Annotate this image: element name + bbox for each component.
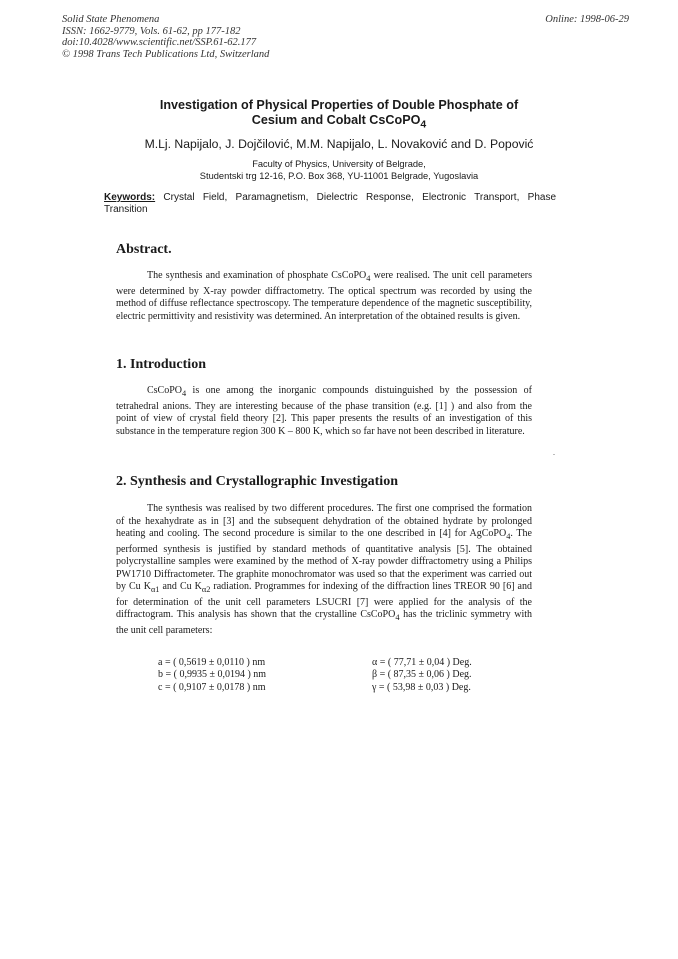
affiliation	[100, 159, 578, 182]
affiliation-line-2: Studentski trg 12-16, P.O. Box 368, YU-11001 Belgrade, Yugoslavia	[199, 170, 479, 181]
scan-mark	[553, 454, 555, 455]
synth-text-e: has the triclinic symmetry with the unit cell parameters:	[116, 609, 532, 636]
title-line-2-text: Cesium and Cobalt CsCoPO	[251, 113, 421, 127]
synth-text-d: radiation. Programmes for indexing of the diffraction lines TREOR 90 [6] and for determination of the unit cell parameters LSUCRI [7] were applied for the analysis of the diffractogram. This analysis has shown that the crystalline CsCoPO	[116, 581, 532, 620]
param-a: a = ( 0,5619 ± 0,0110 ) nm	[158, 657, 266, 668]
abstract-text-b: were realised. The unit cell parameters were determined by X-ray powder diffractometry. The optical spectrum was recorded by using the method of diffuse reflectance spectroscopy. The temperature dependence of the magnetic susceptibility, electric permittivity and resistivity was determined. An interpretation of the obtained results is given.	[116, 270, 532, 322]
keywords-label: Keywords:	[104, 192, 156, 203]
synth-subscript-2: α1	[150, 585, 160, 594]
title-line-2	[100, 113, 578, 133]
synth-text-b: . The performed synthesis is justified by standard methods of quantitative analysis [5]. The obtained polycrystalline samples were examined by the method of X-ray powder diffractometry using a Philips PW1710 Diffractometer. The graphite monochromator was used so that the experiment was carried out by Cu K	[116, 528, 532, 592]
introduction-paragraph	[116, 385, 532, 438]
cell-angles	[372, 657, 472, 694]
param-gamma: γ = ( 53,98 ± 0,03 ) Deg.	[372, 681, 471, 693]
param-alpha: α = ( 77,71 ± 0,04 ) Deg.	[372, 657, 472, 668]
cell-lengths	[158, 657, 266, 694]
journal-header	[62, 14, 269, 60]
paper-title	[100, 98, 578, 133]
online-date: Online: 1998-06-29	[545, 14, 629, 25]
issn-line: ISSN: 1662-9779, Vols. 61-62, pp 177-182	[62, 25, 241, 37]
author-list: M.Lj. Napijalo, J. Dojčilović, M.M. Napijalo, L. Novaković and D. Popović	[144, 137, 534, 151]
intro-text-a: CsCoPO	[147, 385, 183, 396]
title-line-1: Investigation of Physical Properties of Double Phosphate of	[159, 98, 519, 112]
introduction-heading: 1. Introduction	[116, 357, 206, 372]
param-beta: β = ( 87,35 ± 0,06 ) Deg.	[372, 669, 472, 681]
intro-text-b: is one among the inorganic compounds distuinguished by the possession of tetrahedral anions. They are interesting because of the phase transition (e.g. [1] ) and also from the point of view of crystal field theory [2]. This paper presents the results of an investigation of this substance in the temperature region 300 K – 800 K, which so far have not been described in literature.	[116, 385, 532, 437]
copyright-line: © 1998 Trans Tech Publications Ltd, Switzerland	[62, 48, 270, 60]
synth-subscript-4: 4	[395, 613, 400, 622]
synth-subscript-1: 4	[506, 532, 511, 541]
keywords	[104, 192, 556, 215]
abstract-paragraph	[116, 270, 532, 323]
affiliation-line-1: Faculty of Physics, University of Belgrade,	[252, 159, 426, 169]
abstract-heading: Abstract.	[116, 242, 172, 257]
synthesis-heading: 2. Synthesis and Crystallographic Investigation	[116, 474, 398, 489]
param-c: c = ( 0,9107 ± 0,0178 ) nm	[158, 681, 266, 693]
abstract-subscript: 4	[366, 274, 371, 283]
abstract-text-a: The synthesis and examination of phosphate CsCoPO	[147, 270, 367, 281]
synthesis-paragraph	[116, 503, 532, 637]
synth-text-c: and Cu K	[159, 581, 202, 592]
synth-text-a: The synthesis was realised by two different procedures. The first one comprised the formation of the hexahydrate as in [3] and the subsequent dehydration of the obtained hydrate by prolonged heating and cooling. The second procedure is similar to the one described in [4] for AgCoPO	[116, 503, 532, 539]
synth-subscript-3: α2	[201, 585, 211, 594]
journal-name: Solid State Phenomena	[62, 14, 160, 25]
intro-subscript: 4	[182, 389, 187, 398]
doi-line: doi:10.4028/www.scientific.net/SSP.61-62.177	[62, 37, 257, 48]
keywords-text: Crystal Field, Paramagnetism, Dielectric Response, Electronic Transport, Phase Transition	[104, 192, 557, 215]
param-b: b = ( 0,9935 ± 0,0194 ) nm	[158, 669, 267, 681]
title-subscript: 4	[420, 118, 427, 131]
